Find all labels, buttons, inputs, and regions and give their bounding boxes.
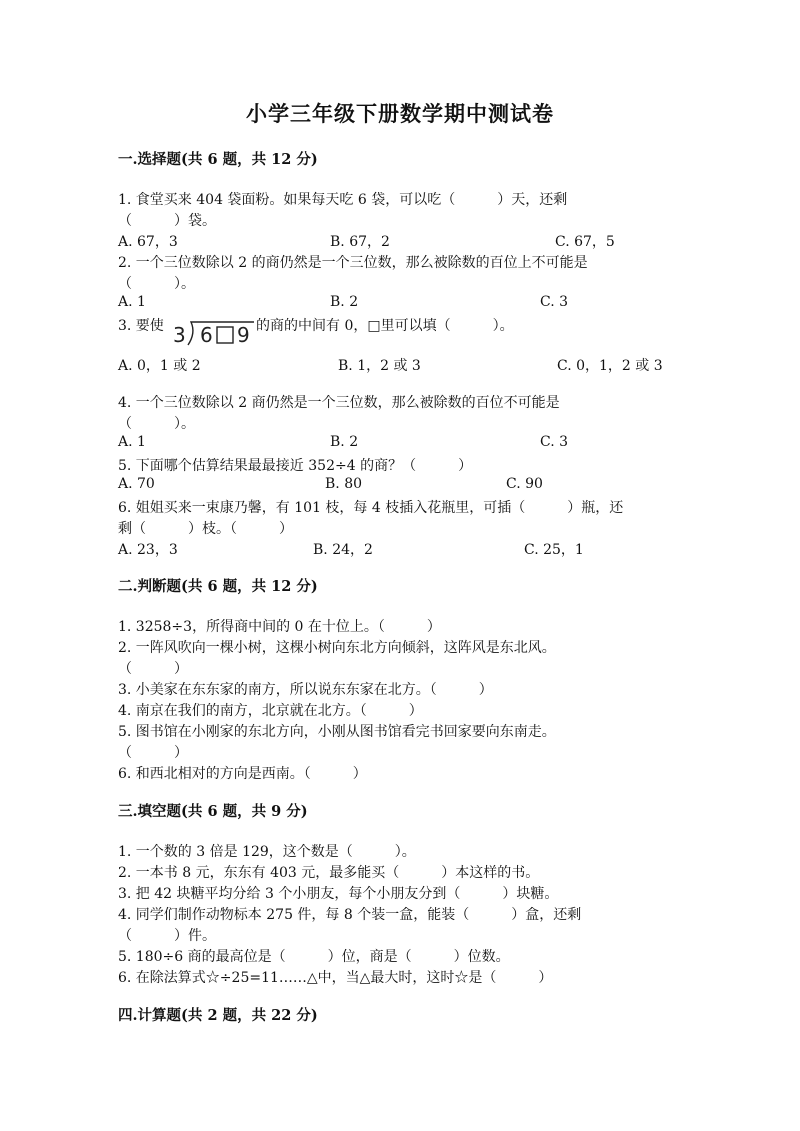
choice-q4-option-c: C. 3 <box>540 434 569 450</box>
choice-q2-option-c: C. 3 <box>540 294 569 310</box>
choice-q6-line2: 剩（ ）枝。（ ） <box>118 521 293 537</box>
choice-q5-option-b: B. 80 <box>325 476 363 492</box>
judge-q2-line2: （ ） <box>118 661 188 677</box>
choice-q6-option-a: A. 23，3 <box>118 542 178 558</box>
long-division-digit-1: 6 <box>200 323 213 347</box>
long-division-figure <box>172 319 256 347</box>
choice-q2-line2: （ ）。 <box>118 276 195 292</box>
choice-q6-line1: 6. 姐姐买来一束康乃馨，有 101 枝，每 4 枝插入花瓶里，可插（ ）瓶，还 <box>118 500 624 516</box>
choice-q2-option-a: A. 1 <box>118 294 146 310</box>
judge-q4: 4. 南京在我们的南方，北京就在北方。（ ） <box>118 703 423 719</box>
section-heading-fill: 三.填空题(共 6 题，共 9 分) <box>118 803 308 820</box>
choice-q5-option-a: A. 70 <box>118 476 155 492</box>
judge-q5-line2: （ ） <box>118 745 188 761</box>
choice-q4-option-b: B. 2 <box>330 434 359 450</box>
long-division-divisor: 3 <box>173 323 186 347</box>
section-heading-calc: 四.计算题(共 2 题，共 22 分) <box>118 1007 318 1024</box>
choice-q5-line1: 5. 下面哪个估算结果最最接近 352÷4 的商？（ ） <box>118 458 473 474</box>
choice-q4-line1: 4. 一个三位数除以 2 商仍然是一个三位数，那么被除数的百位不可能是 <box>118 395 560 411</box>
judge-q5-line1: 5. 图书馆在小刚家的东北方向，小刚从图书馆看完书回家要向东南走。 <box>118 724 556 740</box>
choice-q4-line2: （ ）。 <box>118 416 195 432</box>
choice-q2-option-b: B. 2 <box>330 294 359 310</box>
choice-q1-option-c: C. 67，5 <box>555 234 615 250</box>
choice-q2-line1: 2. 一个三位数除以 2 的商仍然是一个三位数，那么被除数的百位上不可能是 <box>118 255 588 271</box>
fill-q1: 1. 一个数的 3 倍是 129，这个数是（ ）。 <box>118 844 416 860</box>
choice-q5-option-c: C. 90 <box>506 476 543 492</box>
fill-q2: 2. 一本书 8 元，东东有 403 元，最多能买（ ）本这样的书。 <box>118 865 540 881</box>
choice-q3-option-b: B. 1，2 或 3 <box>338 358 421 374</box>
choice-q3-pre: 3. 要使 <box>118 318 164 334</box>
page-title: 小学三年级下册数学期中测试卷 <box>246 101 554 126</box>
choice-q3-option-c: C. 0，1，2 或 3 <box>557 358 663 374</box>
fill-q4-line1: 4. 同学们制作动物标本 275 件，每 8 个装一盒，能装（ ）盒，还剩 <box>118 907 582 923</box>
choice-q3-post: 的商的中间有 0，□里可以填（ ）。 <box>256 318 514 334</box>
fill-q5: 5. 180÷6 商的最高位是（ ）位，商是（ ）位数。 <box>118 949 510 965</box>
blank-digit-box <box>217 327 233 343</box>
judge-q2-line1: 2. 一阵风吹向一棵小树，这棵小树向东北方向倾斜，这阵风是东北风。 <box>118 640 556 656</box>
section-heading-judge: 二.判断题(共 6 题，共 12 分) <box>118 578 318 595</box>
choice-q4-option-a: A. 1 <box>118 434 146 450</box>
choice-q3-option-a: A. 0，1 或 2 <box>118 358 201 374</box>
fill-q4-line2: （ ）件。 <box>118 928 216 944</box>
judge-q6: 6. 和西北相对的方向是西南。（ ） <box>118 766 367 782</box>
judge-q3: 3. 小美家在东东家的南方，所以说东东家在北方。（ ） <box>118 682 493 698</box>
section-heading-choice: 一.选择题(共 6 题，共 12 分) <box>118 151 318 168</box>
choice-q1-option-a: A. 67，3 <box>118 234 178 250</box>
fill-q3: 3. 把 42 块糖平均分给 3 个小朋友，每个小朋友分到（ ）块糖。 <box>118 886 559 902</box>
choice-q1-line1: 1. 食堂买来 404 袋面粉。如果每天吃 6 袋，可以吃（ ）天，还剩 <box>118 192 568 208</box>
fill-q6: 6. 在除法算式☆÷25=11……△中，当△最大时，这时☆是（ ） <box>118 970 553 986</box>
choice-q6-option-b: B. 24，2 <box>313 542 373 558</box>
choice-q1-option-b: B. 67，2 <box>330 234 390 250</box>
long-division-digit-3: 9 <box>237 323 250 347</box>
choice-q6-option-c: C. 25，1 <box>524 542 584 558</box>
choice-q1-line2: （ ）袋。 <box>118 213 216 229</box>
judge-q1: 1. 3258÷3，所得商中间的 0 在十位上。（ ） <box>118 619 441 635</box>
